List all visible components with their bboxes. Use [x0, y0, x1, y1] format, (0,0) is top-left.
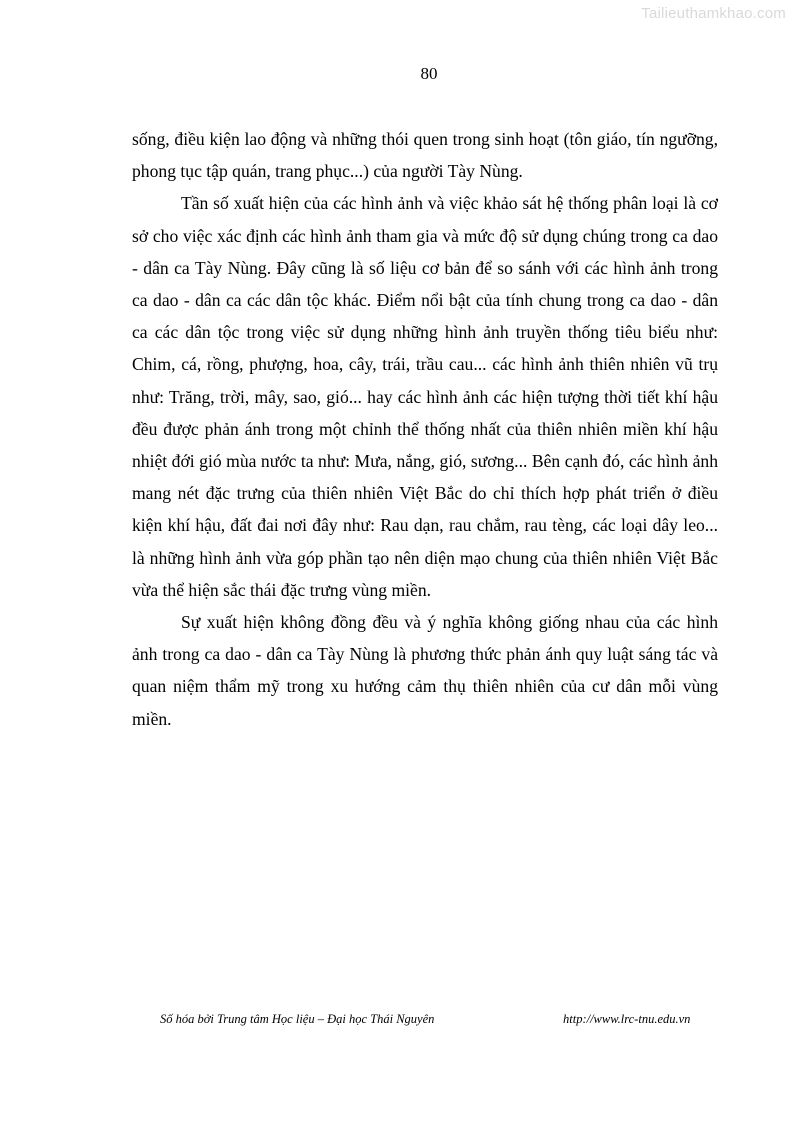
watermark-text: Tailieuthamkhao.com: [641, 5, 786, 22]
footer-url: http://www.lrc-tnu.edu.vn: [563, 1012, 691, 1026]
paragraph-continuation: sống, điều kiện lao động và những thói quen trong sinh hoạt (tôn giáo, tín ngưỡng, phong tục tập quán, trang phục...) của người Tày Nùng.: [132, 129, 718, 182]
paragraph-image-frequency: Tần số xuất hiện của các hình ảnh và việc khảo sát hệ thống phân loại là cơ sở cho việc xác định các hình ảnh tham gia và mức độ sử dụng chúng trong ca dao - dân ca Tày Nùng. Đây cũng là số liệu cơ bản để so sánh với các hình ảnh trong ca dao - dân ca các dân tộc khác. Điểm nổi bật của tính chung trong ca dao - dân ca các dân tộc trong việc sử dụng những hình ảnh truyền thống tiêu biểu như: Chim, cá, rồng, phượng, hoa, cây, trái, trầu cau... các hình ảnh thiên nhiên vũ trụ như: Trăng, trời, mây, sao, gió... hay các hình ảnh các hiện tượng thời tiết khí hậu đều được phản ánh trong một chỉnh thể thống nhất của thiên nhiên miền khí hậu nhiệt đới gió mùa nước ta như: Mưa, nắng, gió, sương... Bên cạnh đó, các hình ảnh mang nét đặc trưng của thiên nhiên Việt Bắc do chỉ thích hợp phát triển ở điều kiện khí hậu, đất đai nơi đây như: Rau dạn, rau chắm, rau tèng, các loại dây leo... là những hình ảnh vừa góp phần tạo nên diện mạo chung của thiên nhiên Việt Bắc vừa thể hiện sắc thái đặc trưng vùng miền.: [132, 193, 718, 600]
paragraph-uneven-appearance: Sự xuất hiện không đồng đều và ý nghĩa không giống nhau của các hình ảnh trong ca dao - dân ca Tày Nùng là phương thức phản ánh quy luật sáng tác và quan niệm thẩm mỹ trong xu hướng cảm thụ thiên nhiên của cư dân mỗi vùng miền.: [132, 612, 718, 729]
page-number: 80: [420, 64, 438, 83]
footer-digitization-credit: Số hóa bởi Trung tâm Học liệu – Đại học Thái Nguyên: [160, 1012, 435, 1026]
page-footer: [0, 1012, 794, 1032]
document-body: [132, 123, 718, 735]
